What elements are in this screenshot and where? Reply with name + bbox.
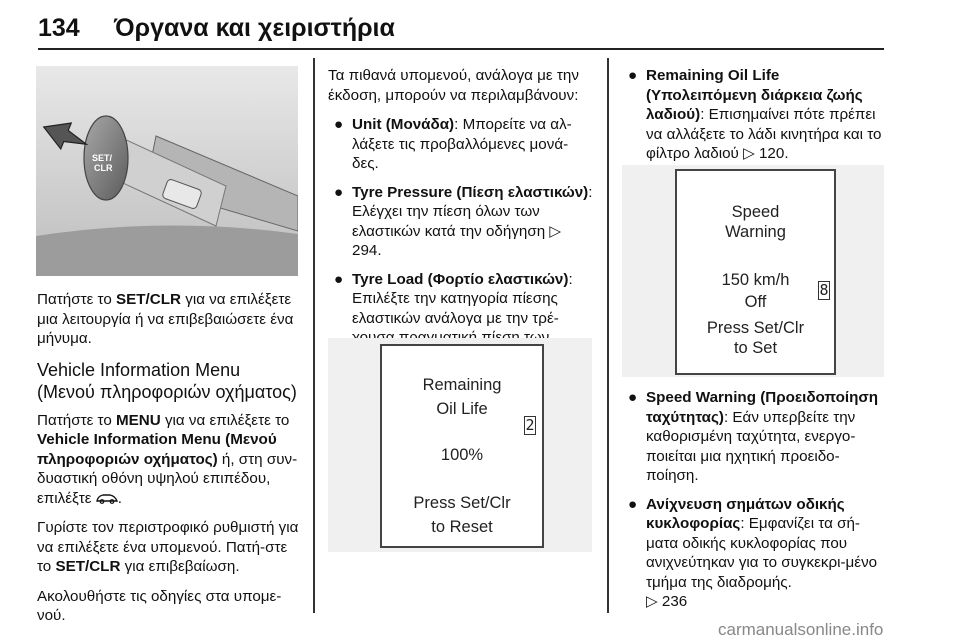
arrow-reference-icon: ▷	[743, 145, 759, 162]
list-item: ● Unit (Μονάδα): Μπορείτε να αλ-λάξετε τις προβαλλόμενες μονά-δες.	[334, 116, 572, 172]
display-panel	[380, 344, 544, 548]
chapter-title: Όργανα και χειριστήρια	[114, 14, 395, 42]
display-line: Off	[744, 293, 767, 311]
paragraph-4: Ακολουθήστε τις οδηγίες στα υπομε-νού.	[37, 587, 282, 624]
stalk-illustration	[36, 66, 298, 276]
right-column-top	[622, 66, 884, 173]
header-rule	[38, 48, 884, 50]
display-line: to Reset	[431, 518, 493, 536]
watermark: carmanualsonline.info	[718, 620, 884, 639]
oil-life-display	[328, 338, 592, 552]
display-line: Press Set/Clr	[413, 494, 511, 512]
display-line: Press Set/Clr	[706, 319, 805, 337]
paragraph-2: Πατήστε το MENU για να επιλέξετε το Vehicle Information Menu (Μενού πληροφοριών οχήματος) ή, στη συν-δυαστική οθόνη υψηλού επιπέδου, επιλέξτε .	[37, 411, 298, 507]
setclr-label-1: SET/	[92, 153, 113, 163]
list-item: ● Remaining Oil Life (Υπολειπόμενη διάρκεια ζωής λαδιού): Επισημαίνει πότε πρέπει να αλλάξετε το λάδι κινητήρα και το φίλτρο λαδιού ▷ 120.	[628, 67, 882, 162]
right-list-top	[622, 66, 884, 164]
figure-badge: 8	[819, 281, 829, 299]
page-header	[38, 14, 884, 50]
display-panel	[675, 169, 836, 375]
figure-badge: 2	[525, 416, 535, 434]
setclr-label-2: CLR	[94, 163, 113, 173]
page-number: 134	[38, 14, 80, 42]
display-line: 100%	[440, 446, 484, 464]
submenu-intro: Τα πιθανά υπομενού, ανάλογα με την έκδοση, μπορούν να περιλαμβάνουν:	[328, 67, 579, 104]
list-item: ● Speed Warning (Προειδοποίηση ταχύτητας): Εάν υπερβείτε την καθορισμένη ταχύτητα, ενεργο-ποιείται μια ηχητική προειδο-ποίηση.	[628, 389, 879, 484]
middle-column	[328, 66, 594, 376]
section-heading: Vehicle Information Menu (Μενού πληροφοριών οχήματος)	[37, 359, 297, 402]
display-line: Warning	[725, 223, 786, 241]
display-line: 150 km/h	[721, 271, 790, 289]
right-list-bottom	[622, 388, 884, 612]
list-item: ● Ανίχνευση σημάτων οδικής κυκλοφορίας: Εμφανίζει τα σή-ματα οδικής κυκλοφορίας που ανιχνεύτηκαν για το συγκεκρι-μένο τμήμα της διαδρομής. ▷ 236	[628, 495, 878, 610]
list-item: ● Tyre Pressure (Πίεση ελαστικών): Ελέγχει την πίεση όλων των ελαστικών κατά την οδήγηση ▷ 294.	[334, 183, 593, 259]
paragraph-1: Πατήστε το SET/CLR για να επιλέξετε μια λειτουργία ή να επιβεβαιώσετε ένα μήνυμα.	[37, 291, 294, 347]
display-line: Remaining	[422, 376, 502, 394]
stalk-photo	[36, 66, 298, 276]
display-line: Oil Life	[436, 400, 488, 418]
column-divider-1	[313, 58, 315, 613]
arrow-reference-icon: ▷	[646, 593, 662, 610]
column-divider-2	[607, 58, 609, 613]
car-icon	[96, 492, 118, 504]
left-column	[37, 290, 299, 636]
submenu-list	[328, 115, 594, 367]
display-line: Speed	[731, 203, 780, 221]
speed-warning-display	[622, 165, 884, 377]
arrow-reference-icon: ▷	[549, 222, 562, 240]
display-line: to Set	[733, 339, 778, 357]
paragraph-3: Γυρίστε τον περιστροφικό ρυθμιστή για να επιλέξετε ένα υπομενού. Πατή-στε το SET/CLR για επιβεβαίωση.	[37, 519, 299, 575]
right-column-bottom	[622, 388, 884, 621]
list-item: ● Tyre Load (Φορτίο ελαστικών): Επιλέξτε την κατηγορία πίεσης ελαστικών ανάλογα με την τρέ-	[328, 270, 594, 368]
